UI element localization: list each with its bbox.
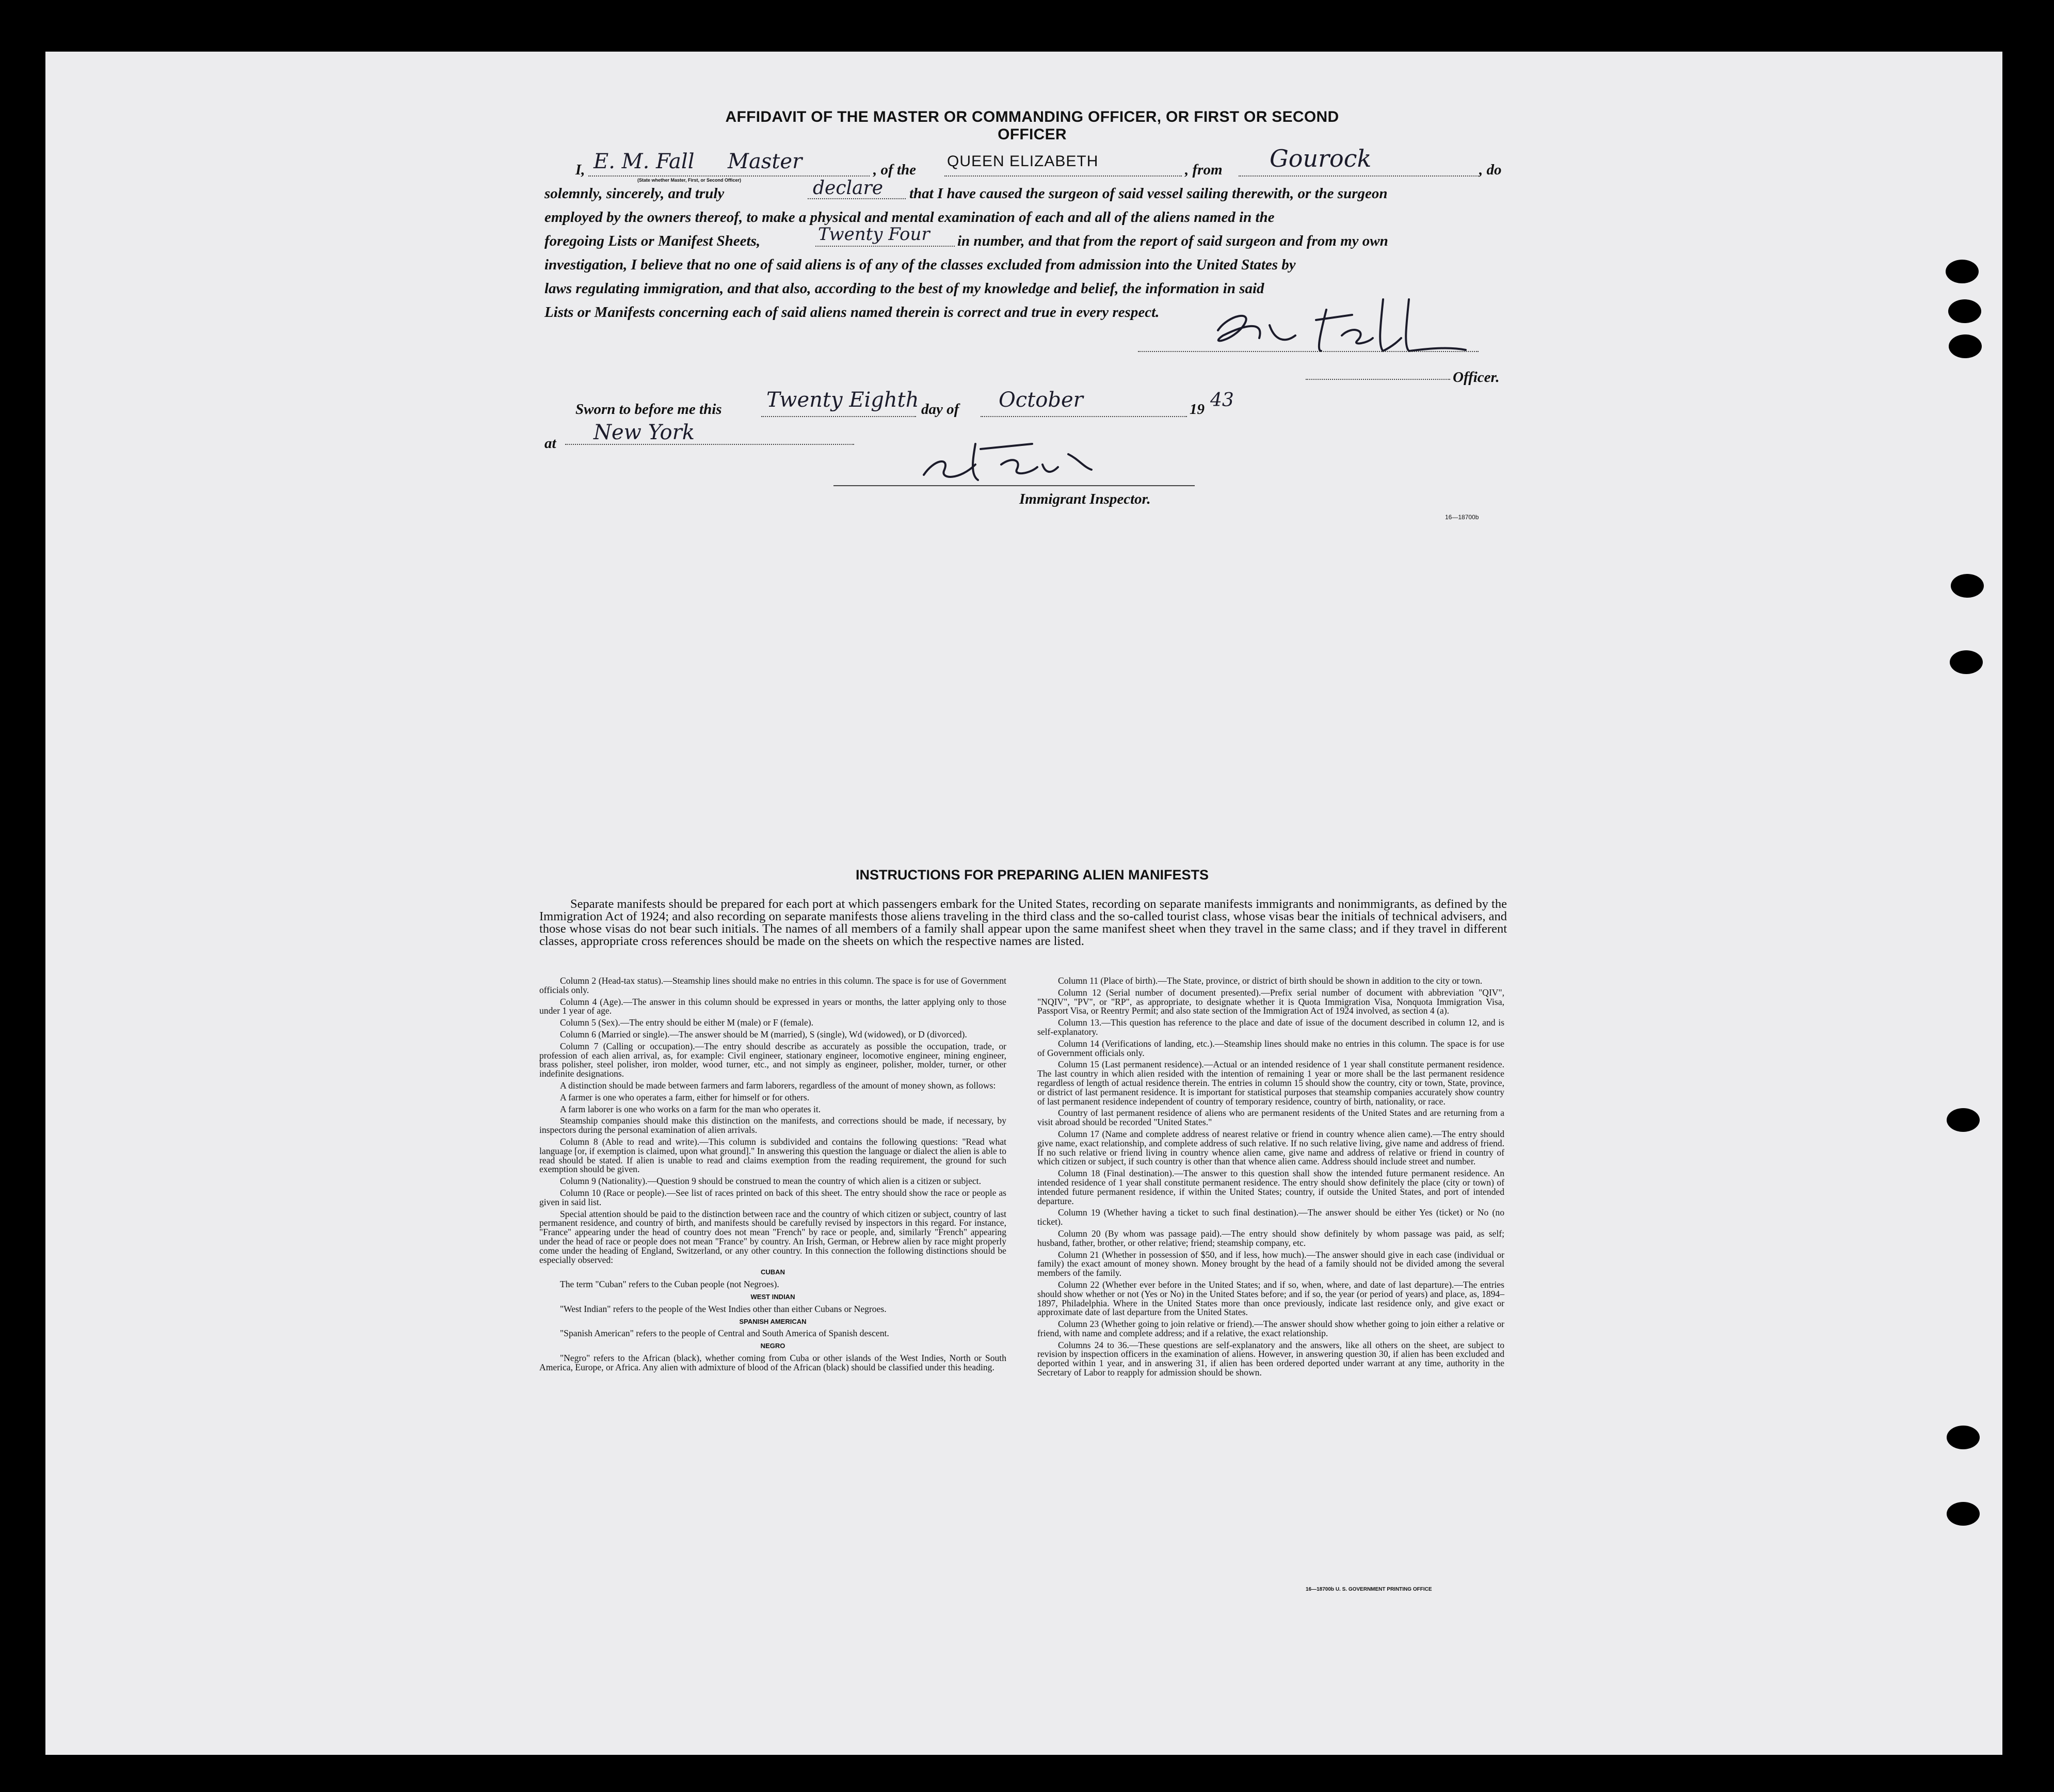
- sworn-month: October: [999, 388, 1083, 412]
- west-indian-heading: WEST INDIAN: [750, 1292, 795, 1301]
- instruction-paragraph: Special attention should be paid to the distinction between race and the country of which citizen or subject, country of last permanent residence, and country of birth, and manifests should be carefully revised by inspectors in this regard. For instance, "France" appearing under the head of country does not mean "French" by race or people, and, similarly "French" appearing under the head of race or people does not mean "France" by country. An Irish, German, or Hebrew alien by race might properly come under the heading of England, Switzerland, or any other country. In this connection the following distinctions should be especially observed:: [539, 1208, 1006, 1265]
- sheet-count: Twenty Four: [818, 224, 930, 245]
- officer-label: Officer.: [1453, 369, 1500, 386]
- instruction-paragraph: Column 22 (Whether ever before in the United States; and if so, when, where, and date of last departure).—The entries should show whether or not (Yes or No) in the United States before; and if so, the year (or period of years) and place, as, 1894–1897, Philadelphia. Where in the United States more than once previously, indicate last residence only, and give exact or approximate date of last departure from the United States.: [1037, 1279, 1504, 1318]
- do-label: , do: [1479, 162, 1502, 178]
- affidavit-line7: Lists or Manifests concerning each of said aliens named therein is correct and true in every respect.: [544, 304, 1160, 321]
- negro-text: "Negro" refers to the African (black), whether coming from Cuba or other islands of the West Indies, North or South America, Europe, or Africa. Any alien with admixture of blood of the African (black) should be classified under this heading.: [539, 1352, 1006, 1372]
- punch-hole: [1948, 299, 1981, 323]
- instruction-paragraph: A farmer is one who operates a farm, either for himself or for others.: [560, 1092, 810, 1102]
- instructions-title: INSTRUCTIONS FOR PREPARING ALIEN MANIFESTS: [855, 867, 1209, 883]
- instruction-paragraph: Column 13.—This question has reference to the place and date of issue of the document described in column 12, and is self-explanatory.: [1037, 1017, 1504, 1037]
- vessel-name: QUEEN ELIZABETH: [947, 153, 1099, 170]
- instruction-paragraph: Column 21 (Whether in possession of $50, and if less, how much).—The answer should give in each case (individual or family) the exact amount of money shown. Money brought by the head of a family should not be divided among the several members of the family.: [1037, 1249, 1504, 1278]
- sworn-place: New York: [593, 421, 695, 444]
- punch-hole: [1950, 650, 1983, 674]
- spanish-american-heading: SPANISH AMERICAN: [739, 1317, 807, 1325]
- instruction-paragraph: Steamship companies should make this distinction on the manifests, and corrections should be made, if necessary, by inspectors during the personal examination of alien arrivals.: [539, 1115, 1006, 1135]
- port-from: Gourock: [1270, 145, 1372, 172]
- cuban-text: The term "Cuban" refers to the Cuban people (not Negroes).: [560, 1279, 779, 1290]
- affidavit-line2a: solemnly, sincerely, and truly: [544, 185, 725, 202]
- affidavit-line3: employed by the owners thereof, to make a physical and mental examination of each and all of the aliens named in the: [544, 209, 1275, 226]
- instruction-paragraph: Column 12 (Serial number of document presented).—Prefix serial number of document with abbreviation "QIV", "NQIV", "PV", or "RP", as appropriate, to designate whether it is Quota Immigration Visa, Nonquota Immigration Visa, Passport Visa, or Reentry Permit; and also state section of the Immigration Act of 1924 involved, as section 4 (a).: [1037, 987, 1504, 1016]
- port-line: [1239, 175, 1479, 177]
- cuban-heading: CUBAN: [761, 1268, 785, 1276]
- instruction-paragraph: Column 14 (Verifications of landing, etc.).—Steamship lines should make no entries in this column. The space is for use of Government officials only.: [1037, 1038, 1504, 1058]
- vessel-line: [944, 175, 1182, 177]
- sheet-count-line: [815, 246, 955, 247]
- affidavit-line4b: in number, and that from the report of said surgeon and from my own: [957, 233, 1388, 249]
- instruction-paragraph: A distinction should be made between farmers and farm laborers, regardless of the amount of money shown, as follows:: [560, 1080, 996, 1091]
- instruction-paragraph: Column 20 (By whom was passage paid).—The entry should show definitely by whom passage was paid, as self; husband, father, brother, or other relative; friend; steamship company, etc.: [1037, 1228, 1504, 1248]
- instruction-paragraph: Column 18 (Final destination).—The answer to this question shall show the intended future permanent residence. An intended residence of 1 year shall constitute permanent residence. The entry should show definitely the place (city or town) of intended future permanent residence, if within the United States; country, if outside the United States, and port of intended departure.: [1037, 1168, 1504, 1206]
- day-line: [761, 416, 916, 417]
- west-indian-text: "West Indian" refers to the people of the West Indies other than either Cubans or Negroes.: [560, 1303, 887, 1314]
- affidavit-line2b: that I have caused the surgeon of said vessel sailing therewith, or the surgeon: [909, 185, 1388, 202]
- instruction-paragraph: Column 11 (Place of birth).—The State, province, or district of birth should be shown in addition to the city or town.: [1058, 975, 1483, 986]
- punch-hole: [1947, 1426, 1980, 1449]
- instruction-paragraph: Column 23 (Whether going to join relative or friend).—The answer should show whether going to join either a relative or friend, with name and complete address; and if a relative, the exact relationship.: [1037, 1319, 1504, 1338]
- punch-hole: [1947, 1108, 1980, 1132]
- instruction-paragraph: Column 10 (Race or people).—See list of races printed on back of this sheet. The entry should show the race or people as given in said list.: [539, 1187, 1006, 1207]
- instruction-paragraph: Columns 24 to 36.—These questions are self-explanatory and the answers, like all others on the sheet, are subject to revision by inspection officers in the examination of aliens. However, in answering question 30, if alien has been excluded and deported within 1 year, and in answering 31, if alien has been ordered deported under warrant at any time, authority in the Secretary of Labor to reapply for admission should be shown.: [1037, 1339, 1504, 1378]
- printing-office-code: 16—18700b U. S. GOVERNMENT PRINTING OFFICE: [1306, 1587, 1432, 1592]
- instruction-paragraph: Column 2 (Head-tax status).—Steamship lines should make no entries in this column. The space is for use of Government officials only.: [539, 975, 1006, 995]
- instruction-paragraph: Column 9 (Nationality).—Question 9 should be construed to mean the country of which alien is a citizen or subject.: [560, 1176, 981, 1187]
- affidavit-line6: laws regulating immigration, and that also, according to the best of my knowledge and belief, the information in said: [544, 280, 1264, 297]
- place-line: [565, 444, 854, 445]
- instruction-paragraph: Column 19 (Whether having a ticket to such final destination).—The answer should be either Yes (ticket) or No (no ticket).: [1037, 1207, 1504, 1227]
- instruction-paragraph: Column 17 (Name and complete address of nearest relative or friend in country whence alien came).—The entry should give name, exact relationship, and complete address of such relative. If no such relative living, give name and address of friend. If no such relative or friend living in country whence alien came, give name and address of relative or friend in country of which citizen or subject, if such country is other than that whence alien came. Address should include street and number.: [1037, 1128, 1504, 1167]
- year-suffix: 43: [1210, 390, 1234, 411]
- declare-line: [808, 198, 906, 199]
- master-name: E. M. Fall: [593, 150, 695, 173]
- sworn-label: Sworn to before me this: [575, 401, 722, 418]
- instruction-paragraph: Column 6 (Married or single).—The answer should be M (married), S (single), Wd (widowed), or D (divorced).: [560, 1029, 967, 1039]
- negro-heading: NEGRO: [760, 1342, 785, 1350]
- instruction-paragraph: Column 7 (Calling or occupation).—The entry should describe as accurately as possible the occupation, trade, or profession of each alien arrival, as, for example: Civil engineer, stationary engineer, locomotive engineer, mining engineer, brass polisher, steel polisher, iron molder, wood turner, etc., and not simply as engineer, polisher, molder, turner, or other indefinite designations.: [539, 1041, 1006, 1079]
- month-line: [981, 416, 1187, 417]
- inspector-line: [833, 485, 1195, 486]
- instructions-left-column: [539, 977, 1006, 1374]
- instructions-right-column: [1037, 977, 1504, 1380]
- instruction-paragraph: A farm laborer is one who works on a farm for the man who operates it.: [560, 1103, 821, 1114]
- master-signature: [1197, 289, 1486, 361]
- instruction-paragraph: Column 8 (Able to read and write).—This column is subdivided and contains the following questions: "Read what language [or, if exemption is claimed, upon what ground]." In answering this question the language or dialect the alien is able to read should be stated. If alien is unable to read and claims exemption from the reading requirement, the ground for such exemption should be given.: [539, 1136, 1006, 1175]
- punch-hole: [1951, 574, 1984, 598]
- year-prefix: 19: [1190, 401, 1205, 418]
- officer-signature-line: [1138, 351, 1479, 352]
- instructions-intro: Separate manifests should be prepared for each port at which passengers embark for the United States, recording on separate manifests immigrants and nonimmigrants, as defined by the Immigration Act of 1924; and also recording on separate manifests those aliens traveling in the third class and the so-called tourist class, whose visas bear the initials of technical advisers, and those whose visas do not bear such initials. The names of all members of a family shall appear upon the same manifest sheet when they travel in the same class; and if they travel in different classes, appropriate cross references should be made on the sheets on which the respective names are listed.: [539, 897, 1507, 948]
- instruction-paragraph: Column 4 (Age).—The answer in this column should be expressed in years or months, the latter applying only to those under 1 year of age.: [539, 996, 1006, 1016]
- inspector-signature: [913, 428, 1110, 490]
- instruction-paragraph: Country of last permanent residence of aliens who are permanent residents of the United States and are returning from a visit abroad should be recorded "United States.": [1037, 1108, 1504, 1128]
- i-label: I,: [575, 162, 585, 178]
- master-rank: Master: [728, 150, 803, 173]
- instruction-paragraph: Column 5 (Sex).—The entry should be either M (male) or F (female).: [560, 1017, 814, 1028]
- rank-line: [588, 175, 870, 177]
- scan-edge: [2002, 52, 2054, 1792]
- punch-hole: [1947, 1502, 1980, 1526]
- sworn-day: Twenty Eighth: [766, 388, 919, 412]
- inspector-label: Immigrant Inspector.: [1019, 491, 1151, 507]
- at-label: at: [544, 435, 556, 452]
- declare-word: declare: [813, 178, 884, 199]
- instruction-paragraph: Column 15 (Last permanent residence).—Actual or an intended residence of 1 year shall constitute permanent residence. The last country in which alien resided with the intention of remaining 1 year or more shall be the last permanent residence regardless of length of actual residence therein. The entries in column 15 should show the country, city or town, State, province, or district of last permanent residence. It is important for statistical purposes that steamship companies accurately show country of last permanent residence independent of country of temporary residence, country of birth, nationality, or race.: [1037, 1059, 1504, 1107]
- officer-line: [1306, 379, 1450, 380]
- spanish-american-text: "Spanish American" refers to the people of Central and South America of Spanish descent.: [560, 1328, 889, 1339]
- day-of-label: day of: [921, 401, 959, 418]
- of-the-label: , of the: [873, 162, 916, 178]
- punch-hole: [1946, 260, 1979, 283]
- affidavit-title: AFFIDAVIT OF THE MASTER OR COMMANDING OFFICER, OR FIRST OR SECOND OFFICER: [725, 108, 1339, 143]
- affidavit-line4a: foregoing Lists or Manifest Sheets,: [544, 233, 761, 249]
- rank-note: (State whether Master, First, or Second Officer): [637, 178, 742, 183]
- punch-hole: [1949, 334, 1982, 358]
- form-code: 16—18700b: [1445, 514, 1479, 521]
- from-label: , from: [1185, 162, 1223, 178]
- affidavit-line5: investigation, I believe that no one of said aliens is of any of the classes excluded from admission into the United States by: [544, 257, 1296, 273]
